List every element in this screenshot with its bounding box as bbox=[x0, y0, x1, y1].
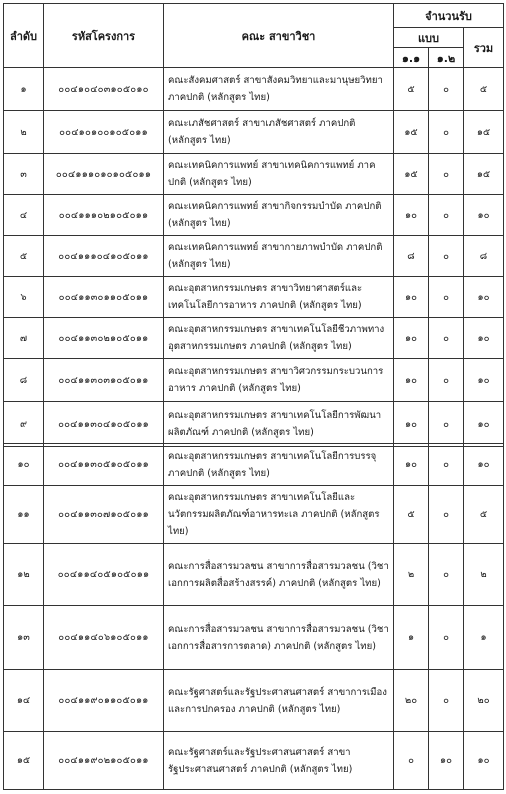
quota-total: ๑๐ bbox=[464, 444, 504, 486]
project-code: ๐๐๔๑๑๔๐๖๑๐๕๐๑๑ bbox=[44, 606, 164, 670]
faculty-program: คณะรัฐศาสตร์และรัฐประศาสนศาสตร์ สาขารัฐประศาสนศาสตร์ ภาคปกติ (หลักสูตร ไทย) bbox=[164, 732, 394, 790]
admission-table-part2 bbox=[3, 443, 504, 790]
project-code: ๐๐๔๑๑๓๐๑๑๐๕๐๑๑ bbox=[44, 277, 164, 318]
table-row bbox=[4, 236, 504, 277]
quota-total: ๑๐ bbox=[464, 359, 504, 402]
quota-total: ๑๕ bbox=[464, 111, 504, 154]
quota-1-1: ๑๐ bbox=[394, 359, 429, 402]
quota-total: ๑๐ bbox=[464, 277, 504, 318]
table-row bbox=[4, 111, 504, 154]
quota-total: ๒๐ bbox=[464, 670, 504, 732]
faculty-program: คณะสังคมศาสตร์ สาขาสังคมวิทยาและมานุษยวิทยา ภาคปกติ (หลักสูตร ไทย) bbox=[164, 68, 394, 111]
project-code: ๐๐๔๑๑๓๐๗๑๐๕๐๑๑ bbox=[44, 486, 164, 544]
project-code: ๐๐๔๑๑๓๐๕๑๐๕๐๑๑ bbox=[44, 444, 164, 486]
project-code: ๐๐๔๑๑๑๐๔๑๐๕๐๑๑ bbox=[44, 236, 164, 277]
quota-1-1: ๐ bbox=[394, 732, 429, 790]
quota-1-2: ๐ bbox=[429, 359, 464, 402]
header-sub-1-1: ๑.๑ bbox=[394, 48, 429, 68]
quota-total: ๘ bbox=[464, 236, 504, 277]
header-no: ลำดับ bbox=[4, 4, 44, 68]
header-faculty: คณะ สาขาวิชา bbox=[164, 4, 394, 68]
quota-1-2: ๑๐ bbox=[429, 732, 464, 790]
table-row bbox=[4, 277, 504, 318]
quota-1-2: ๐ bbox=[429, 606, 464, 670]
quota-total: ๑๐ bbox=[464, 195, 504, 236]
row-number: ๕ bbox=[4, 236, 44, 277]
table-row bbox=[4, 444, 504, 486]
project-code: ๐๐๔๑๐๔๐๓๑๐๕๐๑๐ bbox=[44, 68, 164, 111]
row-number: ๘ bbox=[4, 359, 44, 402]
row-number: ๒ bbox=[4, 111, 44, 154]
quota-total: ๕ bbox=[464, 68, 504, 111]
faculty-program: คณะอุตสาหกรรมเกษตร สาขาเทคโนโลยีชีวภาพทางอุตสาหกรรมเกษตร ภาคปกติ (หลักสูตร ไทย) bbox=[164, 318, 394, 359]
table-row bbox=[4, 402, 504, 447]
quota-1-2: ๐ bbox=[429, 236, 464, 277]
faculty-program: คณะเทคนิคการแพทย์ สาขากิจกรรมบำบัด ภาคปกติ (หลักสูตร ไทย) bbox=[164, 195, 394, 236]
faculty-program: คณะเภสัชศาสตร์ สาขาเภสัชศาสตร์ ภาคปกติ (หลักสูตร ไทย) bbox=[164, 111, 394, 154]
quota-1-1: ๒ bbox=[394, 544, 429, 606]
quota-1-1: ๑๐ bbox=[394, 444, 429, 486]
row-number: ๖ bbox=[4, 277, 44, 318]
quota-1-2: ๐ bbox=[429, 318, 464, 359]
table-row bbox=[4, 732, 504, 790]
row-number: ๑๒ bbox=[4, 544, 44, 606]
table-row bbox=[4, 318, 504, 359]
quota-1-2: ๐ bbox=[429, 111, 464, 154]
quota-1-1: ๒๐ bbox=[394, 670, 429, 732]
quota-total: ๒ bbox=[464, 544, 504, 606]
project-code: ๐๐๔๑๑๙๐๒๑๐๕๐๑๑ bbox=[44, 732, 164, 790]
row-number: ๑๓ bbox=[4, 606, 44, 670]
table-row bbox=[4, 359, 504, 402]
header-type: แบบ bbox=[394, 28, 464, 48]
row-number: ๑๔ bbox=[4, 670, 44, 732]
faculty-program: คณะอุตสาหกรรมเกษตร สาขาเทคโนโลยีและนวัตกรรมผลิตภัณฑ์อาหารทะเล ภาคปกติ (หลักสูตร ไทย) bbox=[164, 486, 394, 544]
row-number: ๔ bbox=[4, 195, 44, 236]
table-row bbox=[4, 544, 504, 606]
faculty-program: คณะเทคนิคการแพทย์ สาขาเทคนิคการแพทย์ ภาคปกติ (หลักสูตร ไทย) bbox=[164, 154, 394, 195]
faculty-program: คณะอุตสาหกรรมเกษตร สาขาวิศวกรรมกระบวนการอาหาร ภาคปกติ (หลักสูตร ไทย) bbox=[164, 359, 394, 402]
quota-1-1: ๑ bbox=[394, 606, 429, 670]
faculty-program: คณะการสื่อสารมวลชน สาขาการสื่อสารมวลชน (วิชาเอกการสื่อสารการตลาด) ภาคปกติ (หลักสูตร ไทย) bbox=[164, 606, 394, 670]
row-number: ๑๑ bbox=[4, 486, 44, 544]
quota-1-2: ๐ bbox=[429, 68, 464, 111]
quota-total: ๑๐ bbox=[464, 402, 504, 447]
header-total: รวม bbox=[464, 28, 504, 68]
quota-1-2: ๐ bbox=[429, 195, 464, 236]
quota-1-1: ๑๐ bbox=[394, 277, 429, 318]
quota-1-1: ๕ bbox=[394, 68, 429, 111]
quota-total: ๑ bbox=[464, 606, 504, 670]
quota-1-2: ๐ bbox=[429, 277, 464, 318]
row-number: ๑๐ bbox=[4, 444, 44, 486]
table-row bbox=[4, 154, 504, 195]
quota-1-1: ๑๐ bbox=[394, 318, 429, 359]
quota-1-1: ๑๕ bbox=[394, 111, 429, 154]
table-row bbox=[4, 195, 504, 236]
quota-total: ๑๐ bbox=[464, 318, 504, 359]
quota-1-1: ๑๐ bbox=[394, 402, 429, 447]
quota-total: ๑๕ bbox=[464, 154, 504, 195]
quota-1-2: ๐ bbox=[429, 444, 464, 486]
admission-table-part1 bbox=[3, 3, 504, 447]
quota-1-1: ๑๐ bbox=[394, 195, 429, 236]
quota-1-2: ๐ bbox=[429, 544, 464, 606]
quota-1-2: ๐ bbox=[429, 402, 464, 447]
project-code: ๐๐๔๑๑๓๐๒๑๐๕๐๑๑ bbox=[44, 318, 164, 359]
faculty-program: คณะรัฐศาสตร์และรัฐประศาสนศาสตร์ สาขาการเมืองและการปกครอง ภาคปกติ (หลักสูตร ไทย) bbox=[164, 670, 394, 732]
quota-1-2: ๐ bbox=[429, 486, 464, 544]
row-number: ๙ bbox=[4, 402, 44, 447]
faculty-program: คณะการสื่อสารมวลชน สาขาการสื่อสารมวลชน (วิชาเอกการผลิตสื่อสร้างสรรค์) ภาคปกติ (หลักสูตร ไทย) bbox=[164, 544, 394, 606]
faculty-program: คณะอุตสาหกรรมเกษตร สาขาเทคโนโลยีการพัฒนาผลิตภัณฑ์ ภาคปกติ (หลักสูตร ไทย) bbox=[164, 402, 394, 447]
row-number: ๑๕ bbox=[4, 732, 44, 790]
project-code: ๐๐๔๑๑๓๐๔๑๐๕๐๑๑ bbox=[44, 402, 164, 447]
table-row bbox=[4, 68, 504, 111]
project-code: ๐๐๔๑๐๑๐๐๑๐๕๐๑๑ bbox=[44, 111, 164, 154]
faculty-program: คณะอุตสาหกรรมเกษตร สาขาเทคโนโลยีการบรรจุ ภาคปกติ (หลักสูตร ไทย) bbox=[164, 444, 394, 486]
row-number: ๑ bbox=[4, 68, 44, 111]
quota-1-2: ๐ bbox=[429, 154, 464, 195]
table-row bbox=[4, 670, 504, 732]
table-row bbox=[4, 486, 504, 544]
quota-1-2: ๐ bbox=[429, 670, 464, 732]
project-code: ๐๐๔๑๑๑๐๑๐๑๐๕๐๑๑ bbox=[44, 154, 164, 195]
header-code: รหัสโครงการ bbox=[44, 4, 164, 68]
header-sub-1-2: ๑.๒ bbox=[429, 48, 464, 68]
row-number: ๓ bbox=[4, 154, 44, 195]
header-quota: จำนวนรับ bbox=[394, 4, 504, 28]
quota-1-1: ๕ bbox=[394, 486, 429, 544]
quota-total: ๕ bbox=[464, 486, 504, 544]
faculty-program: คณะเทคนิคการแพทย์ สาขากายภาพบำบัด ภาคปกติ (หลักสูตร ไทย) bbox=[164, 236, 394, 277]
faculty-program: คณะอุตสาหกรรมเกษตร สาขาวิทยาศาสตร์และเทคโนโลยีการอาหาร ภาคปกติ (หลักสูตร ไทย) bbox=[164, 277, 394, 318]
project-code: ๐๐๔๑๑๙๐๑๑๐๕๐๑๑ bbox=[44, 670, 164, 732]
project-code: ๐๐๔๑๑๔๐๕๑๐๕๐๑๑ bbox=[44, 544, 164, 606]
project-code: ๐๐๔๑๑๑๐๒๑๐๕๐๑๑ bbox=[44, 195, 164, 236]
quota-total: ๑๐ bbox=[464, 732, 504, 790]
table-row bbox=[4, 606, 504, 670]
row-number: ๗ bbox=[4, 318, 44, 359]
quota-1-1: ๑๕ bbox=[394, 154, 429, 195]
quota-1-1: ๘ bbox=[394, 236, 429, 277]
project-code: ๐๐๔๑๑๓๐๓๑๐๕๐๑๑ bbox=[44, 359, 164, 402]
